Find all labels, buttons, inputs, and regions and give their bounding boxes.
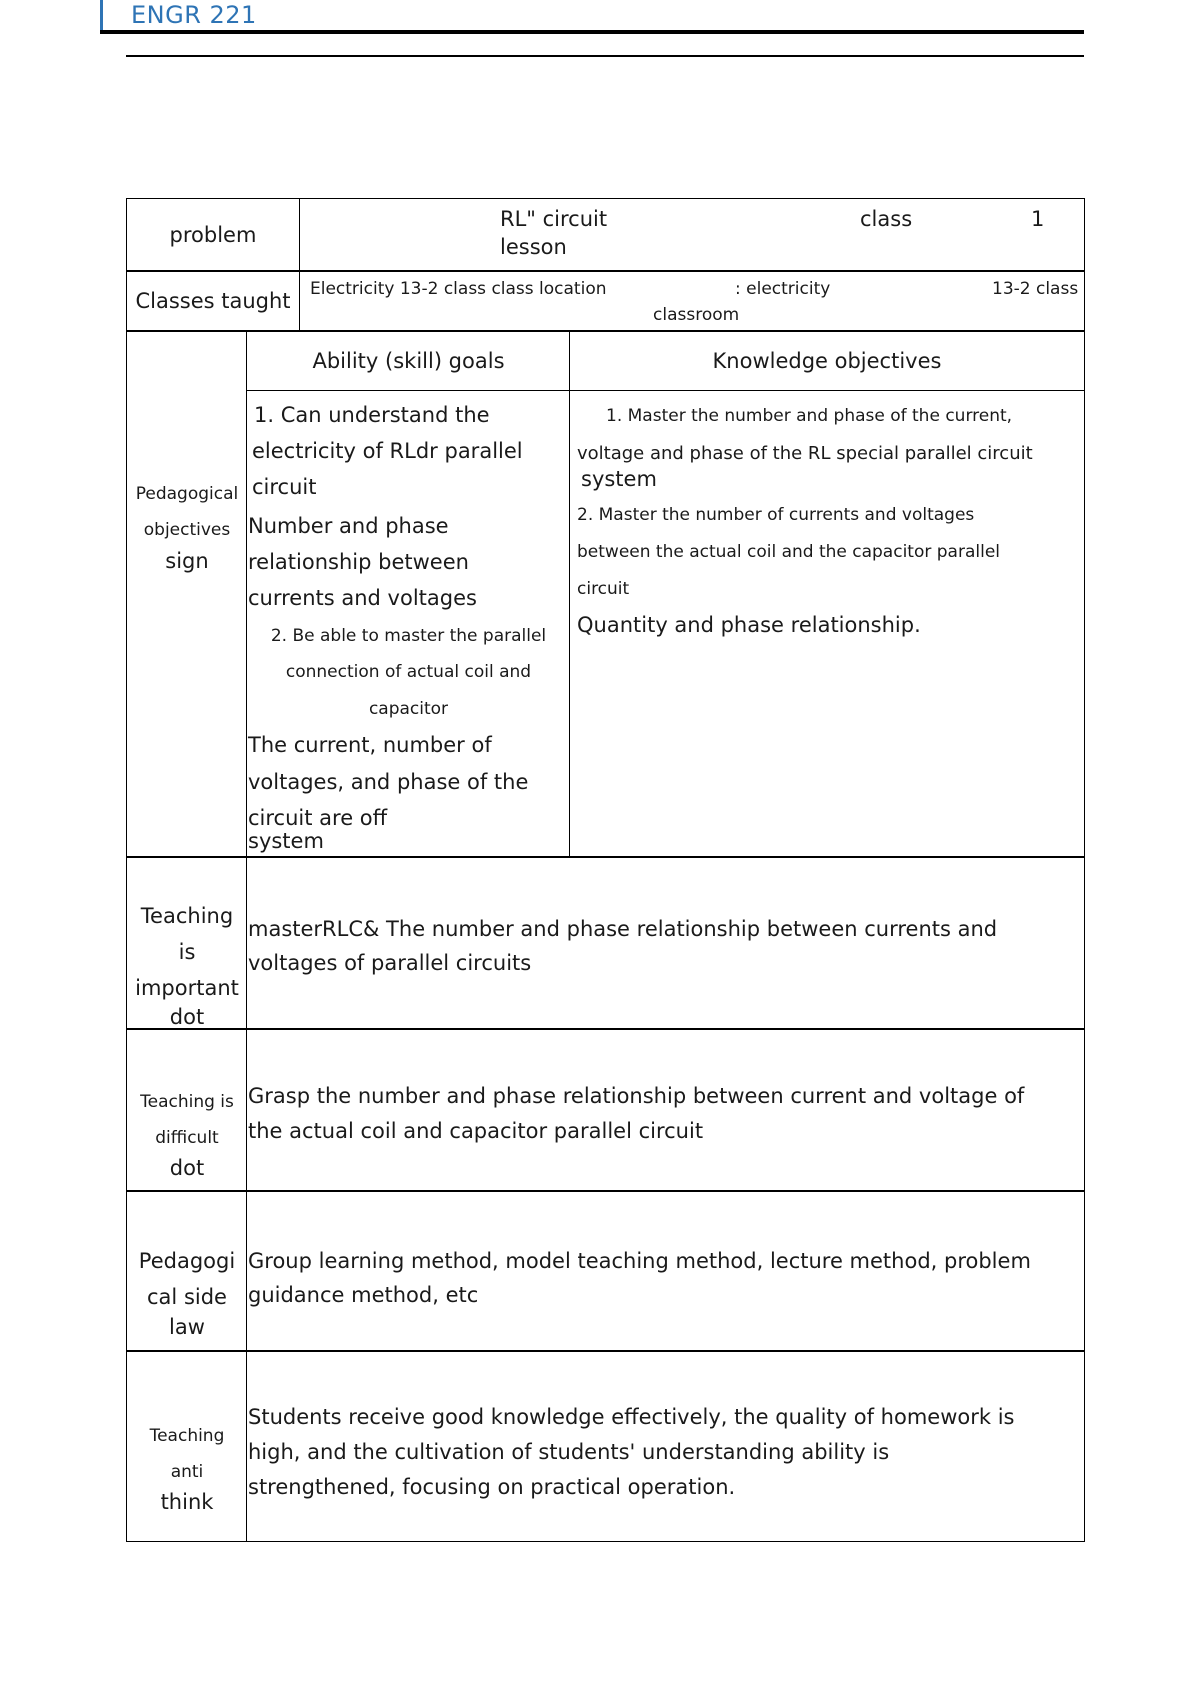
ability-line: currents and voltages xyxy=(248,586,477,610)
divider xyxy=(299,270,301,332)
pedagogical-law-label xyxy=(128,1243,246,1343)
ability-line: connection of actual coil and xyxy=(285,662,532,682)
classes-taught-right: 13-2 class xyxy=(992,279,1079,299)
ability-line: The current, number of xyxy=(248,733,492,757)
topic-line1: RL" circuit xyxy=(500,207,608,231)
label-line: difficult xyxy=(155,1128,219,1148)
teaching-anti-text: Students receive good knowledge effectively, the quality of homework is xyxy=(248,1405,1015,1429)
ability-goals-header: Ability (skill) goals xyxy=(312,349,505,373)
knowledge-line: Quantity and phase relationship. xyxy=(577,613,921,637)
teaching-difficult-text: the actual coil and capacitor parallel circuit xyxy=(248,1119,704,1143)
knowledge-line: 1. Master the number and phase of the current, xyxy=(606,406,1013,426)
classes-taught-mid: : electricity xyxy=(735,279,831,299)
label-line: dot xyxy=(169,1156,205,1180)
ability-line: voltages, and phase of the xyxy=(248,770,529,794)
class-label: class xyxy=(860,207,913,231)
ability-line: circuit xyxy=(252,475,317,499)
label-line: Pedagogical xyxy=(135,484,239,504)
label-line: Teaching is xyxy=(140,1092,234,1112)
label-line: Teaching xyxy=(140,904,234,928)
teaching-important-label xyxy=(128,898,246,1028)
teaching-anti-label xyxy=(128,1418,246,1528)
pedagogical-objectives-label xyxy=(128,470,246,580)
classes-taught-location: Electricity 13-2 class class location xyxy=(310,279,607,299)
label-line: think xyxy=(160,1490,214,1514)
pedagogical-law-text: guidance method, etc xyxy=(248,1283,479,1307)
label-line: Pedagogi xyxy=(138,1249,236,1273)
label-line: dot xyxy=(169,1005,205,1029)
ability-line: 2. Be able to master the parallel xyxy=(270,626,547,646)
class-value: 1 xyxy=(1031,207,1045,231)
label-line: objectives xyxy=(143,520,231,540)
teaching-important-text: masterRLC& The number and phase relationship between currents and xyxy=(248,917,998,941)
divider xyxy=(247,390,1085,392)
ability-line: capacitor xyxy=(368,699,449,719)
problem-label: problem xyxy=(169,223,257,247)
knowledge-line: between the actual coil and the capacitor parallel xyxy=(577,542,1000,562)
header-rule-thick xyxy=(100,30,1084,34)
knowledge-line: system xyxy=(581,467,657,491)
label-line: sign xyxy=(165,549,209,573)
ability-line: system xyxy=(248,829,324,853)
knowledge-line: circuit xyxy=(577,579,630,599)
ability-line: Number and phase xyxy=(248,514,449,538)
course-code: ENGR 221 xyxy=(100,0,257,34)
knowledge-line: voltage and phase of the RL special parallel circuit xyxy=(577,443,1033,464)
teaching-difficult-text: Grasp the number and phase relationship between current and voltage of xyxy=(248,1084,1025,1108)
ability-line: relationship between xyxy=(248,550,469,574)
ability-line: 1. Can understand the xyxy=(254,403,490,427)
pedagogical-law-text: Group learning method, model teaching method, lecture method, problem xyxy=(248,1249,1031,1273)
teaching-anti-text: strengthened, focusing on practical operation. xyxy=(248,1475,736,1499)
label-line: anti xyxy=(170,1462,204,1482)
knowledge-objectives-header: Knowledge objectives xyxy=(712,349,942,373)
divider xyxy=(569,330,571,858)
label-line: important xyxy=(135,976,239,1000)
teaching-anti-text: high, and the cultivation of students' understanding ability is xyxy=(248,1440,890,1464)
ability-line: circuit are off xyxy=(248,806,388,830)
label-line: cal side xyxy=(147,1285,227,1309)
header-rule-thin xyxy=(126,55,1084,57)
teaching-difficult-label xyxy=(128,1084,246,1190)
divider xyxy=(299,198,301,272)
classes-taught-label: Classes taught xyxy=(135,289,291,313)
teaching-important-text: voltages of parallel circuits xyxy=(248,951,532,975)
label-line: law xyxy=(169,1315,205,1339)
classes-taught-line2: classroom xyxy=(653,305,740,325)
label-line: is xyxy=(178,940,196,964)
knowledge-line: 2. Master the number of currents and voltages xyxy=(577,505,975,525)
ability-line: electricity of RLdr parallel xyxy=(252,439,523,463)
topic-line2: lesson xyxy=(500,235,567,259)
label-line: Teaching xyxy=(149,1426,225,1446)
